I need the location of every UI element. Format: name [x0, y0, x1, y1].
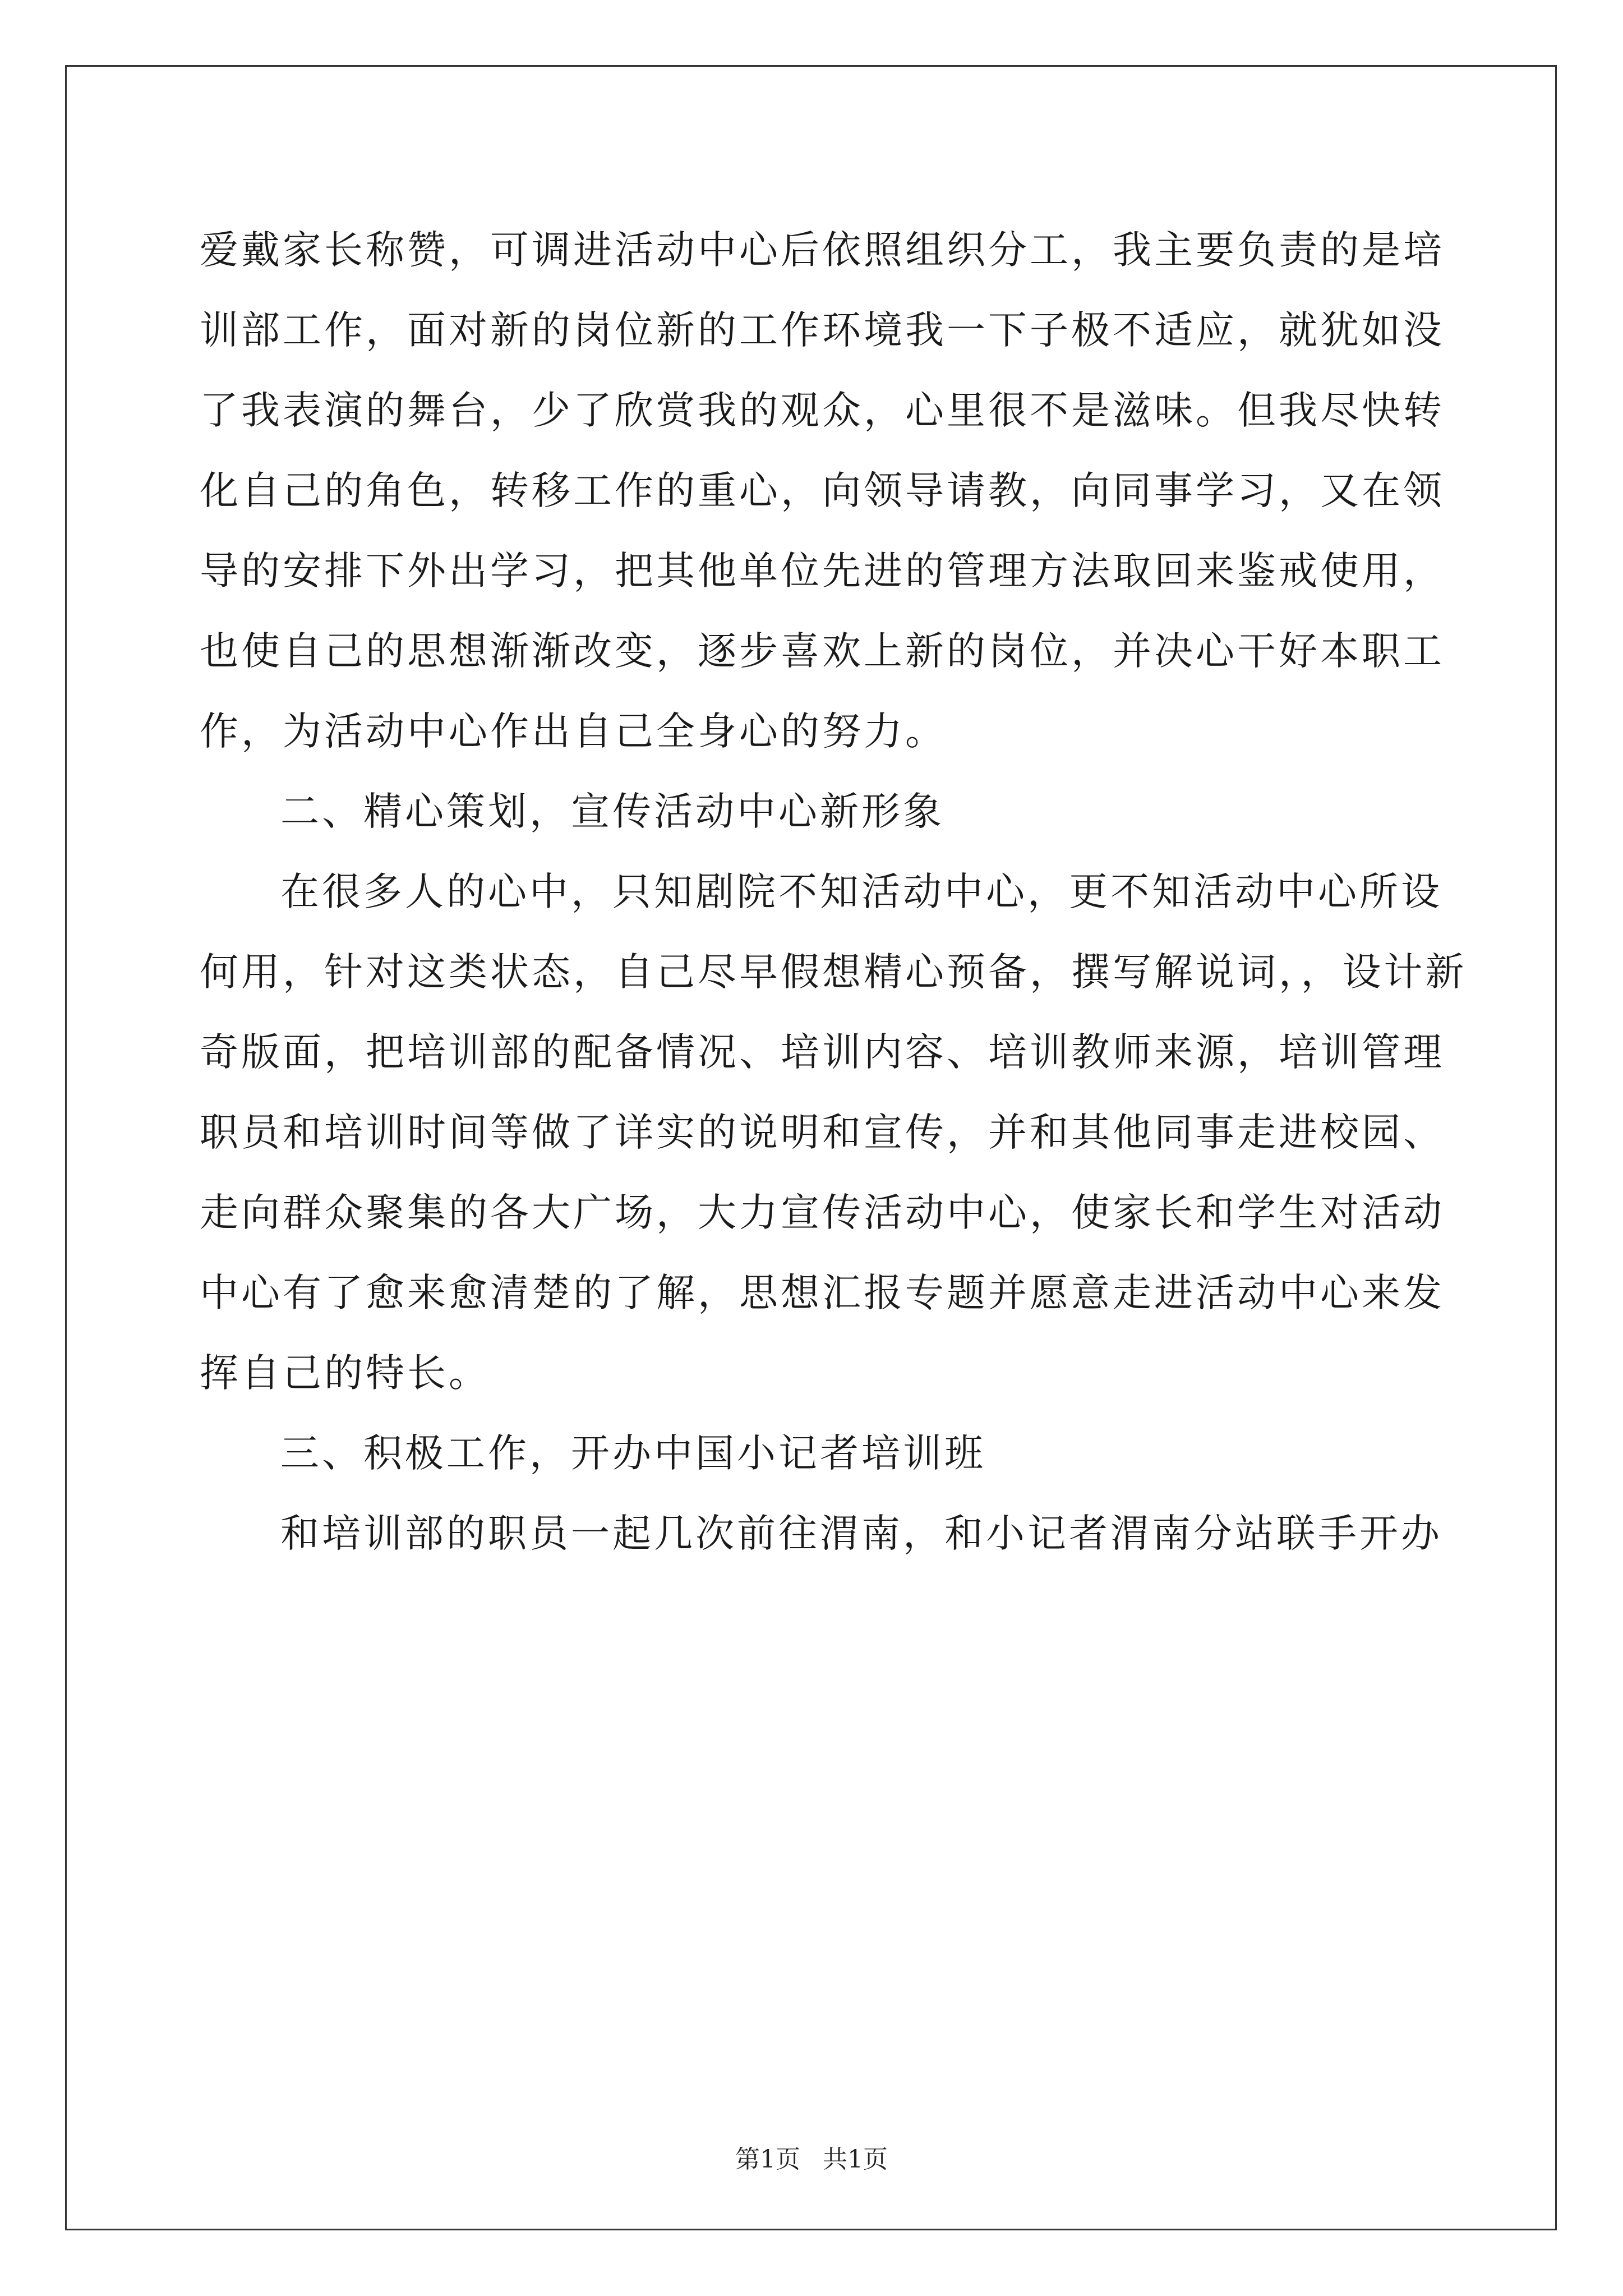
text-line-11: 奇版面，把培训部的配备情况、培训内容、培训教师来源，培训管理: [200, 1030, 1445, 1075]
text-line-10: 何用，针对这类状态，自己尽早假想精心预备，撰写解说词，，设计新: [200, 950, 1467, 995]
text-line-7: 作，为活动中心作出自己全身心的努力。: [200, 709, 947, 754]
text-line-6: 也使自己的思想渐渐改变，逐步喜欢上新的岗位，并决心干好本职工: [200, 629, 1445, 674]
text-line-12: 职员和培训时间等做了详实的说明和宣传，并和其他同事走进校园、: [200, 1110, 1445, 1155]
page-number-current: 第1页: [735, 2145, 800, 2174]
page-number-total: 共1页: [823, 2145, 888, 2174]
text-line-2: 训部工作，面对新的岗位新的工作环境我一下子极不适应，就犹如没: [200, 308, 1445, 353]
text-line-14: 中心有了愈来愈清楚的了解，思想汇报专题并愿意走进活动中心来发: [200, 1271, 1445, 1315]
section-heading-2: 二、精心策划，宣传活动中心新形象: [280, 789, 944, 834]
text-line-13: 走向群众聚集的各大广场，大力宣传活动中心，使家长和学生对活动: [200, 1190, 1445, 1235]
text-line-15: 挥自己的特长。: [200, 1351, 490, 1396]
section-heading-3: 三、积极工作，开办中国小记者培训班: [280, 1431, 986, 1476]
text-line-4: 化自己的角色，转移工作的重心，向领导请教，向同事学习，又在领: [200, 468, 1445, 513]
text-line-1: 爱戴家长称赞，可调进活动中心后依照组织分工，我主要负责的是培: [200, 228, 1445, 273]
page-footer: [0, 2143, 1623, 2177]
text-line-5: 导的安排下外出学习，把其他单位先进的管理方法取回来鉴戒使用，: [200, 549, 1445, 593]
text-line-17: 和培训部的职员一起几次前往渭南，和小记者渭南分站联手开办: [280, 1511, 1442, 1556]
text-line-3: 了我表演的舞台，少了欣赏我的观众，心里很不是滋味。但我尽快转: [200, 388, 1445, 433]
text-line-9: 在很多人的心中，只知剧院不知活动中心，更不知活动中心所设: [280, 869, 1442, 914]
